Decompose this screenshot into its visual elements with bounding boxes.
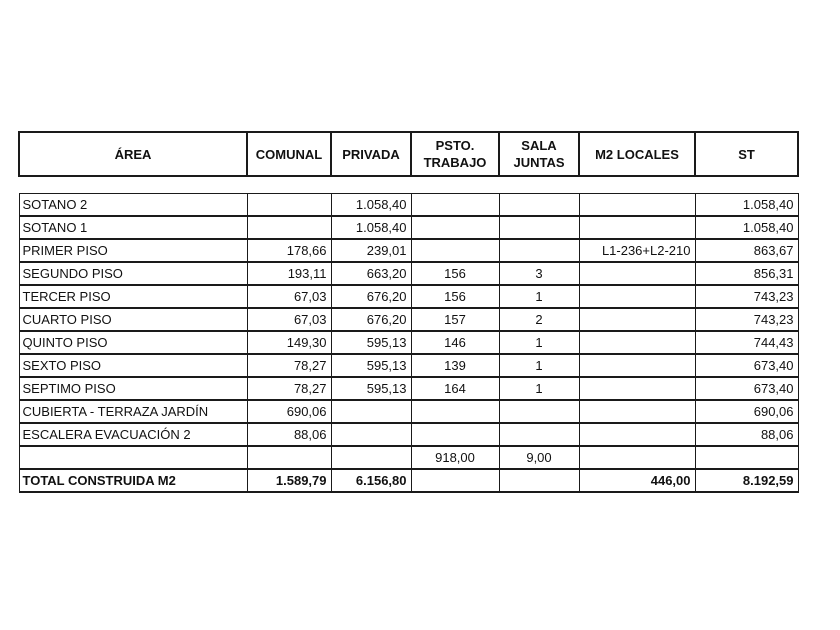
cell-area: SOTANO 1	[19, 216, 247, 239]
cell-privada: 676,20	[331, 285, 411, 308]
header-psto-line1: PSTO.	[435, 138, 475, 153]
cell-sala-juntas	[499, 239, 579, 262]
cell-comunal: 78,27	[247, 377, 331, 400]
cell-m2-locales	[579, 262, 695, 285]
cell-m2-locales	[579, 354, 695, 377]
cell-privada: 1.058,40	[331, 194, 411, 217]
cell-privada	[331, 446, 411, 469]
cell-privada: 1.058,40	[331, 216, 411, 239]
cell-area	[19, 446, 247, 469]
cell-area: SEPTIMO PISO	[19, 377, 247, 400]
cell-psto-trabajo: 156	[411, 285, 499, 308]
cell-psto-trabajo	[411, 216, 499, 239]
area-table	[18, 131, 799, 493]
table-row	[19, 354, 798, 377]
cell-psto-trabajo	[411, 423, 499, 446]
cell-psto-trabajo: 139	[411, 354, 499, 377]
table-row	[19, 285, 798, 308]
cell-sala-juntas: 9,00	[499, 446, 579, 469]
cell-st: 690,06	[695, 400, 798, 423]
cell-psto-trabajo: 146	[411, 331, 499, 354]
cell-m2-locales	[579, 194, 695, 217]
cell-m2-locales	[579, 308, 695, 331]
cell-area: ESCALERA EVACUACIÓN 2	[19, 423, 247, 446]
cell-st: 856,31	[695, 262, 798, 285]
table-row	[19, 216, 798, 239]
area-table-container	[18, 131, 797, 493]
cell-st: 863,67	[695, 239, 798, 262]
cell-privada: 6.156,80	[331, 469, 411, 492]
table-row	[19, 331, 798, 354]
cell-comunal: 78,27	[247, 354, 331, 377]
cell-st: 1.058,40	[695, 194, 798, 217]
header-row	[19, 132, 798, 176]
cell-sala-juntas: 1	[499, 377, 579, 400]
cell-comunal	[247, 194, 331, 217]
cell-sala-juntas	[499, 216, 579, 239]
cell-m2-locales: L1-236+L2-210	[579, 239, 695, 262]
header-sala-juntas	[499, 132, 579, 176]
cell-sala-juntas: 1	[499, 354, 579, 377]
header-sala-line1: SALA	[521, 138, 557, 153]
cell-area: TOTAL CONSTRUIDA M2	[19, 469, 247, 492]
cell-privada: 663,20	[331, 262, 411, 285]
cell-area: PRIMER PISO	[19, 239, 247, 262]
cell-psto-trabajo: 156	[411, 262, 499, 285]
cell-m2-locales	[579, 446, 695, 469]
cell-sala-juntas: 1	[499, 331, 579, 354]
header-sala-line2: JUNTAS	[513, 155, 565, 170]
cell-comunal: 193,11	[247, 262, 331, 285]
cell-area: SOTANO 2	[19, 194, 247, 217]
cell-st: 673,40	[695, 377, 798, 400]
cell-psto-trabajo	[411, 469, 499, 492]
header-area: ÁREA	[19, 132, 247, 176]
cell-privada	[331, 400, 411, 423]
cell-psto-trabajo: 164	[411, 377, 499, 400]
cell-m2-locales	[579, 377, 695, 400]
table-body	[19, 176, 798, 492]
cell-psto-trabajo	[411, 239, 499, 262]
header-psto-trabajo	[411, 132, 499, 176]
cell-st: 1.058,40	[695, 216, 798, 239]
cell-sala-juntas	[499, 469, 579, 492]
cell-privada: 595,13	[331, 354, 411, 377]
cell-st	[695, 446, 798, 469]
cell-st: 744,43	[695, 331, 798, 354]
table-row	[19, 377, 798, 400]
cell-sala-juntas: 3	[499, 262, 579, 285]
spacer-cell	[19, 176, 798, 194]
cell-m2-locales	[579, 331, 695, 354]
cell-sala-juntas: 2	[499, 308, 579, 331]
cell-area: CUARTO PISO	[19, 308, 247, 331]
cell-area: TERCER PISO	[19, 285, 247, 308]
spacer-row	[19, 176, 798, 194]
header-privada: PRIVADA	[331, 132, 411, 176]
cell-privada: 595,13	[331, 331, 411, 354]
cell-comunal: 67,03	[247, 285, 331, 308]
cell-privada	[331, 423, 411, 446]
total-row	[19, 469, 798, 492]
cell-comunal: 88,06	[247, 423, 331, 446]
cell-psto-trabajo	[411, 194, 499, 217]
cell-m2-locales	[579, 216, 695, 239]
cell-m2-locales	[579, 285, 695, 308]
table-row	[19, 308, 798, 331]
cell-psto-trabajo: 157	[411, 308, 499, 331]
cell-psto-trabajo: 918,00	[411, 446, 499, 469]
cell-sala-juntas	[499, 194, 579, 217]
table-row	[19, 239, 798, 262]
cell-st: 743,23	[695, 285, 798, 308]
cell-comunal: 67,03	[247, 308, 331, 331]
cell-comunal: 690,06	[247, 400, 331, 423]
cell-m2-locales: 446,00	[579, 469, 695, 492]
header-m2-locales: M2 LOCALES	[579, 132, 695, 176]
cell-m2-locales	[579, 423, 695, 446]
cell-st: 8.192,59	[695, 469, 798, 492]
table-row	[19, 194, 798, 217]
header-st: ST	[695, 132, 798, 176]
cell-area: SEXTO PISO	[19, 354, 247, 377]
table-row	[19, 262, 798, 285]
cell-comunal: 1.589,79	[247, 469, 331, 492]
cell-privada: 595,13	[331, 377, 411, 400]
cell-sala-juntas	[499, 400, 579, 423]
cell-st: 743,23	[695, 308, 798, 331]
cell-privada: 676,20	[331, 308, 411, 331]
cell-area: QUINTO PISO	[19, 331, 247, 354]
table-row	[19, 400, 798, 423]
header-comunal: COMUNAL	[247, 132, 331, 176]
cell-comunal	[247, 216, 331, 239]
cell-area: CUBIERTA - TERRAZA JARDÍN	[19, 400, 247, 423]
table-row	[19, 446, 798, 469]
cell-comunal	[247, 446, 331, 469]
table-row	[19, 423, 798, 446]
cell-st: 88,06	[695, 423, 798, 446]
cell-m2-locales	[579, 400, 695, 423]
cell-st: 673,40	[695, 354, 798, 377]
header-psto-line2: TRABAJO	[423, 155, 487, 170]
cell-privada: 239,01	[331, 239, 411, 262]
cell-psto-trabajo	[411, 400, 499, 423]
cell-comunal: 178,66	[247, 239, 331, 262]
cell-sala-juntas: 1	[499, 285, 579, 308]
cell-sala-juntas	[499, 423, 579, 446]
cell-area: SEGUNDO PISO	[19, 262, 247, 285]
cell-comunal: 149,30	[247, 331, 331, 354]
